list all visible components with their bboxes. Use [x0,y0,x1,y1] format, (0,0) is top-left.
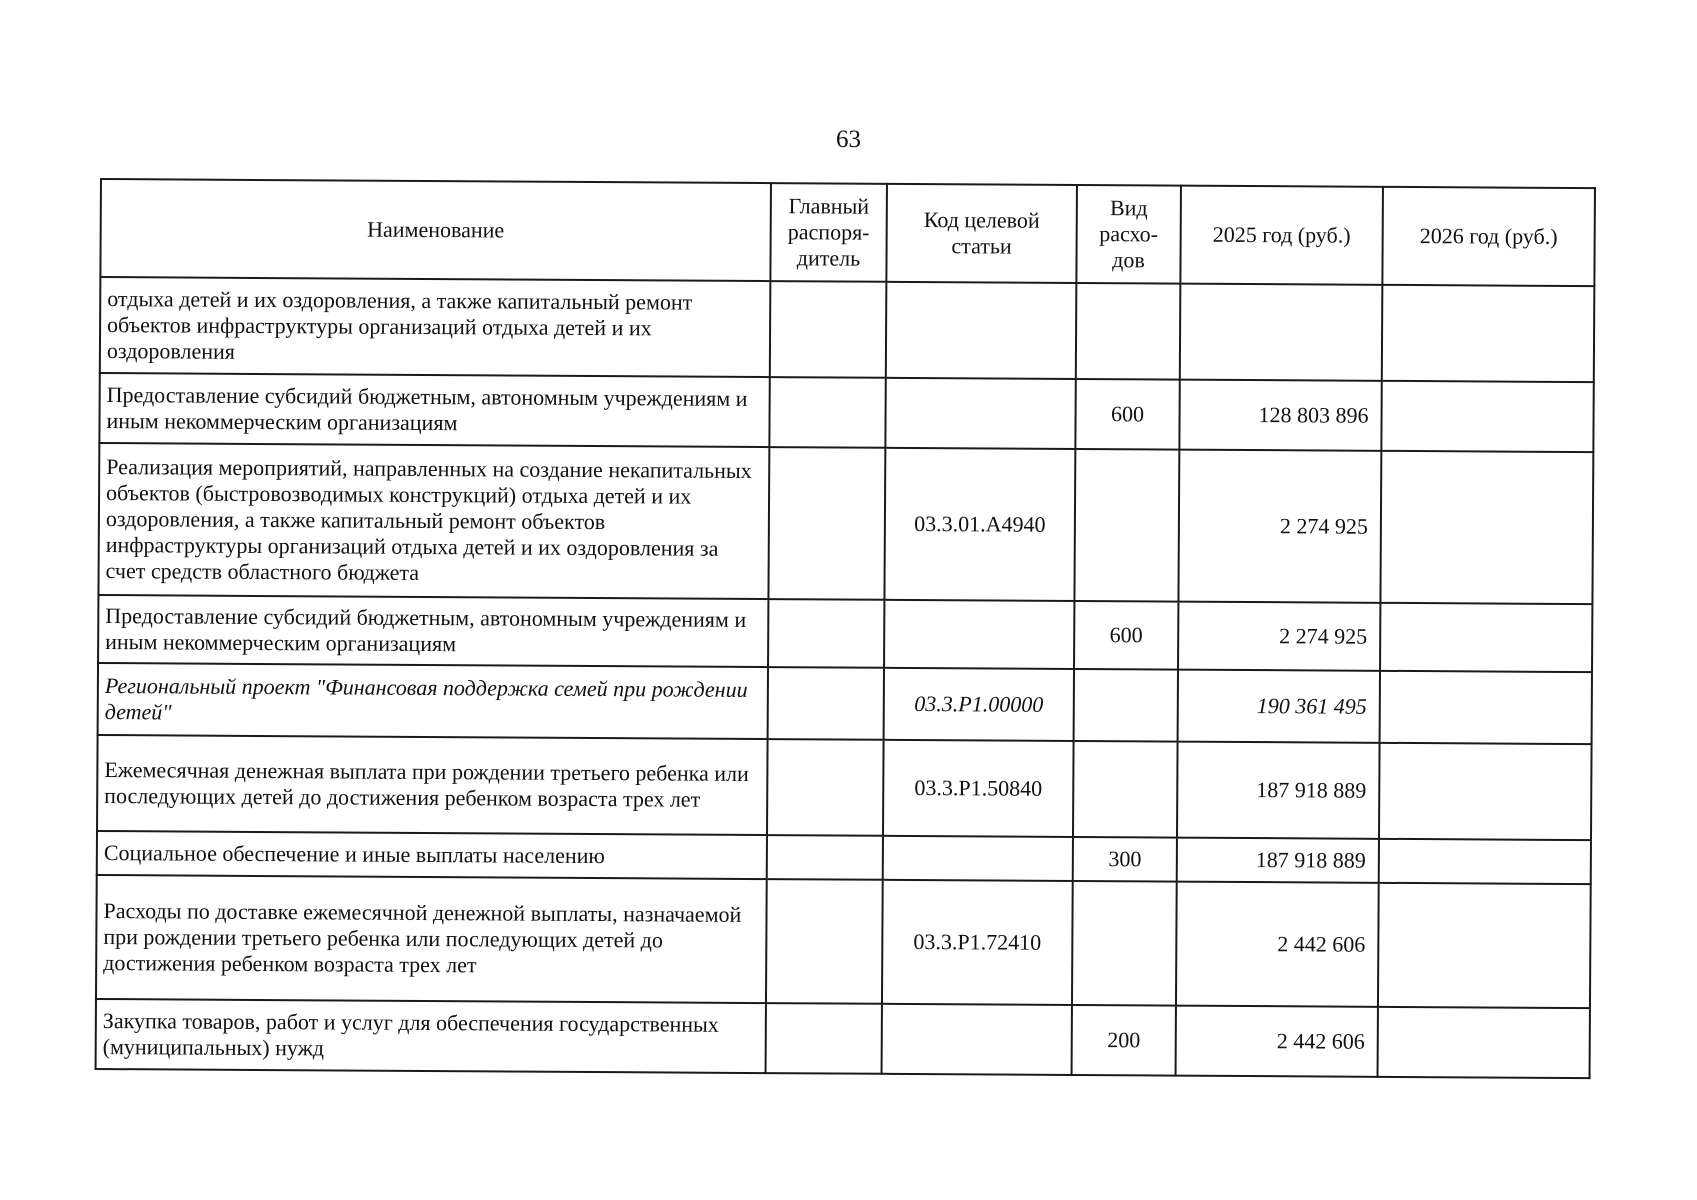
row-name: Закупка товаров, работ и услуг для обеспечения государственных (муниципальных) нужд [96,999,766,1073]
row-expense-type [1074,449,1179,602]
row-year-2026 [1380,603,1592,672]
row-year-2025: 128 803 896 [1179,380,1381,451]
row-admin [768,667,884,740]
table-row [100,277,1595,382]
table-row [98,663,1592,744]
row-name: отдыха детей и их оздоровления, а также капитальный ремонт объектов инфраструктуры организаций отдыха детей и их оздоровления [100,277,771,377]
row-expense-type [1072,881,1177,1006]
row-year-2026 [1380,451,1593,604]
row-name: Предоставление субсидий бюджетным, автономным учреждениям и иным некоммерческим организациям [98,595,768,667]
row-year-2026 [1379,839,1591,884]
row-year-2025: 2 442 606 [1176,1006,1378,1077]
row-admin [766,879,883,1004]
table-header-row [100,179,1595,286]
header-admin: Главный распоря-дитель [770,183,887,282]
row-year-2026 [1381,381,1593,452]
row-code: 03.3.P1.00000 [884,668,1074,741]
row-year-2025: 187 918 889 [1177,742,1380,839]
table-row [98,595,1592,672]
row-year-2026 [1382,285,1595,382]
row-code [883,836,1073,881]
row-name: Ежемесячная денежная выплата при рождении третьего ребенка или последующих детей до достижения ребенком возраста трех лет [97,735,768,835]
row-year-2026 [1380,671,1592,744]
header-expense-type: Вид расхо-дов [1076,185,1181,284]
table-row [96,875,1591,1008]
row-name: Социальное обеспечение и иные выплаты населению [97,831,767,879]
row-code [886,282,1077,379]
row-year-2025: 2 442 606 [1176,882,1379,1007]
header-code: Код целевой статьи [886,184,1077,283]
row-admin [769,377,885,448]
row-code [882,1004,1072,1075]
row-admin [770,281,887,378]
row-expense-type [1073,741,1178,838]
row-year-2026 [1379,743,1592,840]
row-expense-type: 200 [1072,1005,1176,1076]
header-year-2025: 2025 год (руб.) [1180,186,1383,285]
row-name: Расходы по доставке ежемесячной денежной выплаты, назначаемой при рождении третьего ребенка или последующих детей до достижения ребенком возраста трех лет [96,875,767,1003]
table-row [96,999,1590,1078]
row-year-2026 [1378,1007,1590,1078]
table-row [97,735,1592,840]
row-expense-type: 300 [1073,837,1177,882]
row-expense-type [1074,669,1178,742]
row-admin [768,447,885,600]
row-year-2026 [1378,883,1591,1008]
row-name: Реализация мероприятий, направленных на создание некапитальных объектов (быстровозводимых конструкций) отдыха детей и их оздоровления, а также капитальный ремонт объектов инфраструктуры организаций отдыха детей и их оздоровления за счет средств областного бюджета [98,443,769,599]
budget-table [95,178,1596,1079]
row-code: 03.3.P1.72410 [882,880,1073,1005]
row-code [885,378,1075,449]
row-year-2025: 187 918 889 [1177,838,1379,883]
row-year-2025: 190 361 495 [1178,670,1380,743]
row-name: Предоставление субсидий бюджетным, автономным учреждениям и иным некоммерческим организациям [99,373,769,447]
row-expense-type: 600 [1074,601,1178,670]
row-code: 03.3.P1.50840 [883,740,1074,837]
header-name: Наименование [100,179,771,281]
table-row [99,373,1593,452]
header-year-2026: 2026 год (руб.) [1382,187,1595,286]
row-expense-type [1076,283,1181,380]
page-number: 63 [836,126,861,153]
row-code: 03.3.01.A4940 [884,448,1075,601]
row-year-2025: 2 274 925 [1178,450,1381,603]
row-year-2025: 2 274 925 [1178,602,1380,671]
row-code [884,600,1074,669]
row-name: Региональный проект "Финансовая поддержка семей при рождении детей" [98,663,768,739]
row-year-2025 [1180,284,1383,381]
table-row [98,443,1593,604]
row-expense-type: 600 [1075,379,1179,450]
row-admin [768,599,884,668]
row-admin [767,835,883,880]
row-admin [766,1003,882,1074]
row-admin [767,739,884,836]
